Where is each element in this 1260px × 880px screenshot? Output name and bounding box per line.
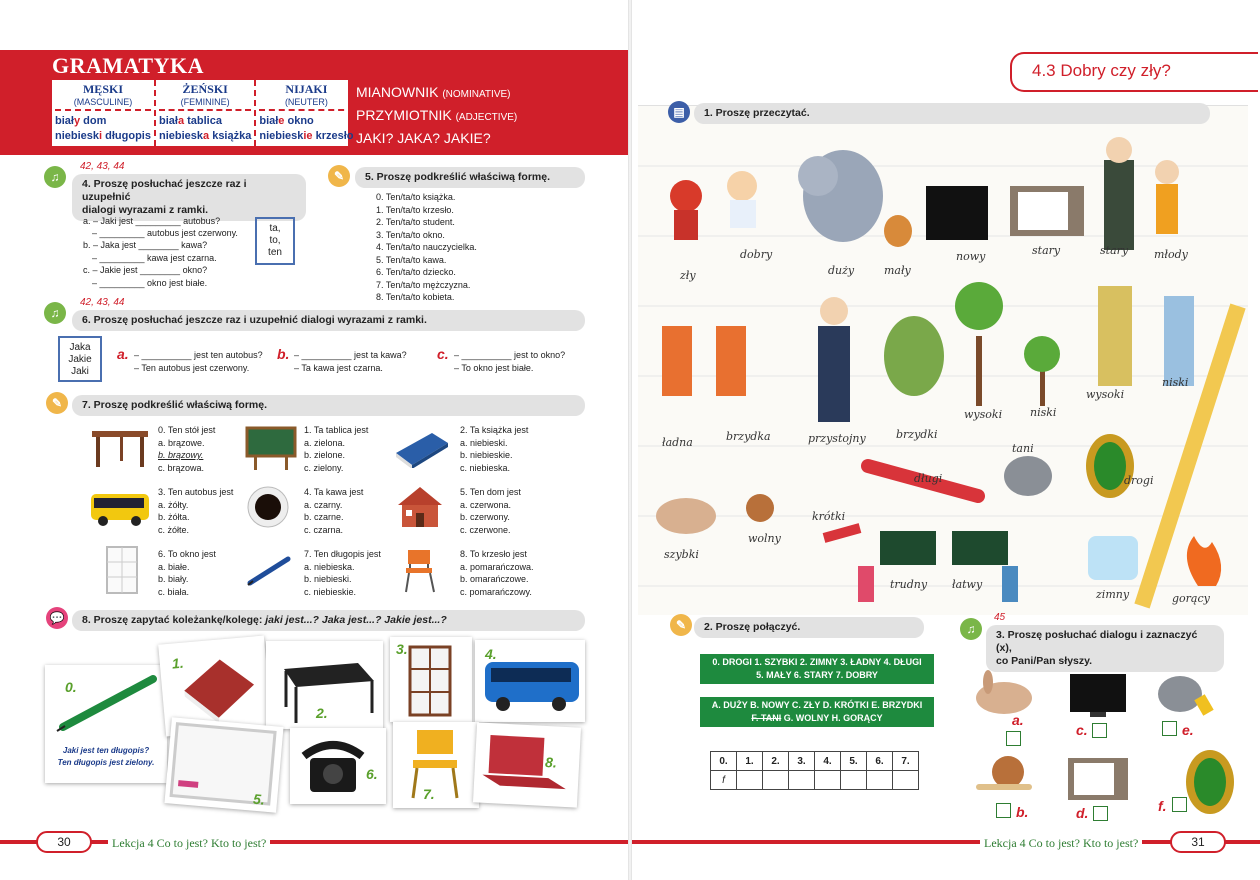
track-number: 45 [994,612,1006,623]
ex5-heading: 5. Proszę podkreślić właściwą formę. [355,167,585,188]
word-label: krótki [812,510,846,523]
word-label: stary [1032,244,1061,257]
photo-card-laptop: 8. [473,722,581,807]
word-label: zły [680,269,696,282]
word-label: szybki [664,548,699,561]
grid-answer-cell[interactable] [737,771,763,790]
ex5-item[interactable]: 4. Ten/ta/to nauczycielka. [376,242,477,252]
col-sub: (FEMININE) [159,97,251,111]
gender-col-masculine [52,80,156,146]
right-page [630,0,1260,880]
photo-card-table: 2. [266,641,383,729]
ex4-line: a. – Jaki jest _________ autobus? [83,216,221,226]
headphones-icon[interactable]: ♫ [960,618,982,640]
word-label: młody [1154,248,1188,261]
footer-line [630,840,1260,844]
grid-answer-cell[interactable] [789,771,815,790]
grid-header-cell: 5. [841,752,867,771]
pencil-icon: ✎ [670,614,692,636]
ex8-caption-a: Ten długopis jest zielony. [57,758,155,767]
col-head: ŻEŃSKI [182,82,228,96]
checkbox-d[interactable] [1093,806,1108,821]
vocabulary-illustration [638,105,1248,615]
word-label: wysoki [1086,388,1125,401]
grid-header-cell: 2. [763,752,789,771]
word-label: zimny [1096,588,1130,601]
grid-header-cell: 3. [789,752,815,771]
ex5-list [376,191,477,304]
grid-answer-cell[interactable] [841,771,867,790]
word-label: przystojny [808,432,866,445]
grid-answer-cell[interactable] [763,771,789,790]
ex4-word-box: ta, to, ten [255,217,295,265]
coffee-image [246,485,290,529]
col-head: MĘSKI [82,82,123,96]
page-number: 31 [1170,831,1226,853]
ex2-heading: 2. Proszę połączyć. [694,617,924,638]
footer-title: Lekcja 4 Co to jest? Kto to jest? [108,836,270,851]
word-label: mały [884,264,911,277]
ex6-heading: 6. Proszę posłuchać jeszcze raz i uzupełnić dialogi wyrazami z ramki. [72,310,585,331]
ex4-heading: 4. Proszę posłuchać jeszcze raz i uzupełnić dialogi wyrazami z ramki. [72,174,306,221]
ex2-box-letters: A. DUŻY B. NOWY C. ZŁY D. KRÓTKI E. BRZYDKI F. TANI G. WOLNY H. GORĄCY [700,697,934,727]
ex7-item-8: 8. To krzesło jest a. pomarańczowa. b. omarańczowe. c. pomarańczowy. [460,549,534,597]
ex5-item[interactable]: 6. Ten/ta/to dziecko. [376,267,456,277]
grammar-gender-table [52,80,354,146]
ex5-item[interactable]: 5. Ten/ta/to kawa. [376,254,447,265]
photo-card-book: 1. [158,636,272,737]
ex4-line: – _________ okno jest białe. [92,278,208,288]
bus-image [88,488,152,528]
word-label: niski [1162,376,1189,389]
word-label: trudny [890,578,928,591]
option-letter: a. [1012,712,1024,728]
photo-card-phone: 6. [290,728,386,804]
ex6-word-box: Jaka Jakie Jaki [58,336,102,382]
footer-line [0,840,630,844]
ex8-heading: 8. Proszę zapytać koleżankę/kolegę: jaki jest...? Jaka jest...? Jakie jest...? [72,610,585,631]
ex6-letter-c: c. [437,346,449,362]
rabbit-image [968,670,1038,720]
ex4-line: b. – Jaka jest ________ kawa? [83,240,208,250]
ex6-letter-a: a. [117,346,129,362]
ex7-item-3: 3. Ten autobus jest a. żółty. b. żółta. c. żółte. [158,487,234,535]
word-label: brzydki [896,428,938,441]
col-sub: (MASCULINE) [55,97,151,111]
photo-card-whiteboard: 5. [164,717,283,812]
grid-answer-cell[interactable] [815,771,841,790]
pencil-icon: ✎ [46,392,68,414]
old-tv-image [1066,756,1130,804]
grid-answer-cell[interactable] [867,771,893,790]
word-label: dobry [740,248,773,261]
photo-card-pen: 0. Jaki jest ten długopis? Ten długopis jest zielony. [45,665,167,783]
ex5-item[interactable]: 7. Ten/ta/to mężczyzna. [376,279,471,290]
option-letter: f. [1158,798,1167,814]
word-label: nowy [956,250,986,263]
ex7-item-0: 0. Ten stół jest a. brązowe. b. brązowy. c. brązowa. [158,425,216,473]
speech-bubble-icon: 💬 [46,607,68,629]
option-letter: c. [1076,722,1088,738]
ex7-item-6: 6. To okno jest a. białe. b. biały. c. biała. [158,549,216,597]
ex7-item-1: 1. Ta tablica jest a. zielona. b. zielone. c. zielony. [304,425,369,473]
gender-col-neuter [256,80,356,146]
ex6-a-line1: – __________ jest ten autobus? [134,350,263,360]
ex5-item[interactable]: 8. Ten/ta/to kobieta. [376,292,455,302]
chair-image [400,546,440,594]
ex5-item[interactable]: 1. Ten/ta/to krzesło. [376,204,454,215]
ex6-b-line2: – Ta kawa jest czarna. [294,363,383,373]
word-label: ładna [662,436,693,449]
ex5-item[interactable]: 2. Ten/ta/to student. [376,217,455,227]
window-image [104,545,140,595]
option-letter: b. [1016,804,1029,820]
word-label: tani [1012,442,1034,455]
ex5-item[interactable]: 0. Ten/ta/to książka. [376,192,456,202]
grid-answer-cell[interactable]: f [711,771,737,790]
ex4-line: – _________ kawa jest czarna. [92,253,217,263]
track-number: 42, 43, 44 [80,161,125,172]
pen-image [244,553,294,587]
ex2-answer-grid [710,751,919,790]
word-label: długi [914,472,943,485]
grid-answer-cell[interactable] [893,771,919,790]
photo-card-chair: 7. [393,722,479,808]
grid-header-cell: 0. [711,752,737,771]
grid-header-cell: 6. [867,752,893,771]
ex6-letter-b: b. [277,346,290,362]
snail-image [968,752,1038,798]
ex7-item-5: 5. Ten dom jest a. czerwona. b. czerwony. c. czerwone. [460,487,521,535]
option-letter: e. [1182,722,1194,738]
word-label: wolny [748,532,781,545]
track-number: 42, 43, 44 [80,297,125,308]
table-image [90,425,150,470]
grid-header-cell: 7. [893,752,919,771]
col-examples: biały dom niebieski długopis [55,115,151,142]
photo-card-window: 3. [390,637,472,722]
book-icon: ▤ [668,101,690,123]
word-label: wysoki [964,408,1003,421]
ex6-c-line2: – To okno jest białe. [454,363,534,373]
checkbox-a[interactable] [1006,731,1021,746]
ex2-box-numbers: 0. DROGI 1. SZYBKI 2. ZIMNY 3. ŁADNY 4. DŁUGI 5. MAŁY 6. STARY 7. DOBRY [700,654,934,684]
word-label: duży [828,264,855,277]
pencil-icon: ✎ [328,165,350,187]
book-spine [628,0,632,880]
col-examples: białe okno niebieskie krzesło [259,115,354,142]
ex6-a-line2: – Ten autobus jest czerwony. [134,363,250,373]
word-label: brzydka [726,430,771,443]
ex7-item-2: 2. Ta książka jest a. niebieski. b. niebieskie. c. niebieska. [460,425,529,473]
checkbox-e[interactable] [1162,721,1177,736]
lesson-title: 4.3 Dobry czy zły? [1032,61,1171,80]
tv-image [1066,672,1130,720]
grid-header-cell: 1. [737,752,763,771]
checkbox-f[interactable] [1172,797,1187,812]
col-head: NIJAKI [285,82,328,96]
book-image [392,423,452,468]
ex6-b-line1: – __________ jest ta kawa? [294,350,407,360]
word-label: łatwy [952,578,983,591]
gender-col-feminine [156,80,256,146]
headphones-icon[interactable]: ♫ [44,302,66,324]
blackboard-image [244,424,298,472]
gem-image [1180,742,1240,818]
ex7-item-7: 7. Ten długopis jest a. niebieska. b. niebieski. c. niebieskie. [304,549,381,597]
checkbox-c[interactable] [1092,723,1107,738]
word-label: niski [1030,406,1057,419]
ex6-c-line1: – __________ jest to okno? [454,350,566,360]
word-label: drogi [1124,474,1154,487]
grammar-info: MIANOWNIK (NOMINATIVE) PRZYMIOTNIK (ADJECTIVE) JAKI? JAKA? JAKIE? [356,84,518,146]
rock-image [1154,668,1220,720]
photo-card-bus: 4. [475,640,585,722]
page-number: 30 [36,831,92,853]
ex4-line: – _________ autobus jest czerwony. [92,228,238,238]
ex7-item-4: 4. Ta kawa jest a. czarny. b. czarne. c. czarna. [304,487,364,535]
ex3-heading: 3. Proszę posłuchać dialogu i zaznaczyć (x), co Pani/Pan słyszy. [986,625,1224,672]
checkbox-b[interactable] [996,803,1011,818]
ex4-line: c. – Jakie jest ________ okno? [83,265,208,275]
col-examples: biała tablica niebieska książka [158,115,252,142]
ex7-heading: 7. Proszę podkreślić właściwą formę. [72,395,585,416]
option-letter: d. [1076,805,1089,821]
word-label: gorący [1172,592,1210,605]
headphones-icon[interactable]: ♫ [44,166,66,188]
ex1-heading: 1. Proszę przeczytać. [694,103,1210,124]
col-sub: (NEUTER) [259,97,353,111]
house-image [394,483,446,529]
grid-header-cell: 4. [815,752,841,771]
footer-title: Lekcja 4 Co to jest? Kto to jest? [980,836,1142,851]
grammar-title: GRAMATYKA [52,53,204,78]
word-label: stary [1100,244,1129,257]
ex8-caption-q: Jaki jest ten długopis? [62,746,150,755]
ex5-item[interactable]: 3. Ten/ta/to okno. [376,229,445,240]
